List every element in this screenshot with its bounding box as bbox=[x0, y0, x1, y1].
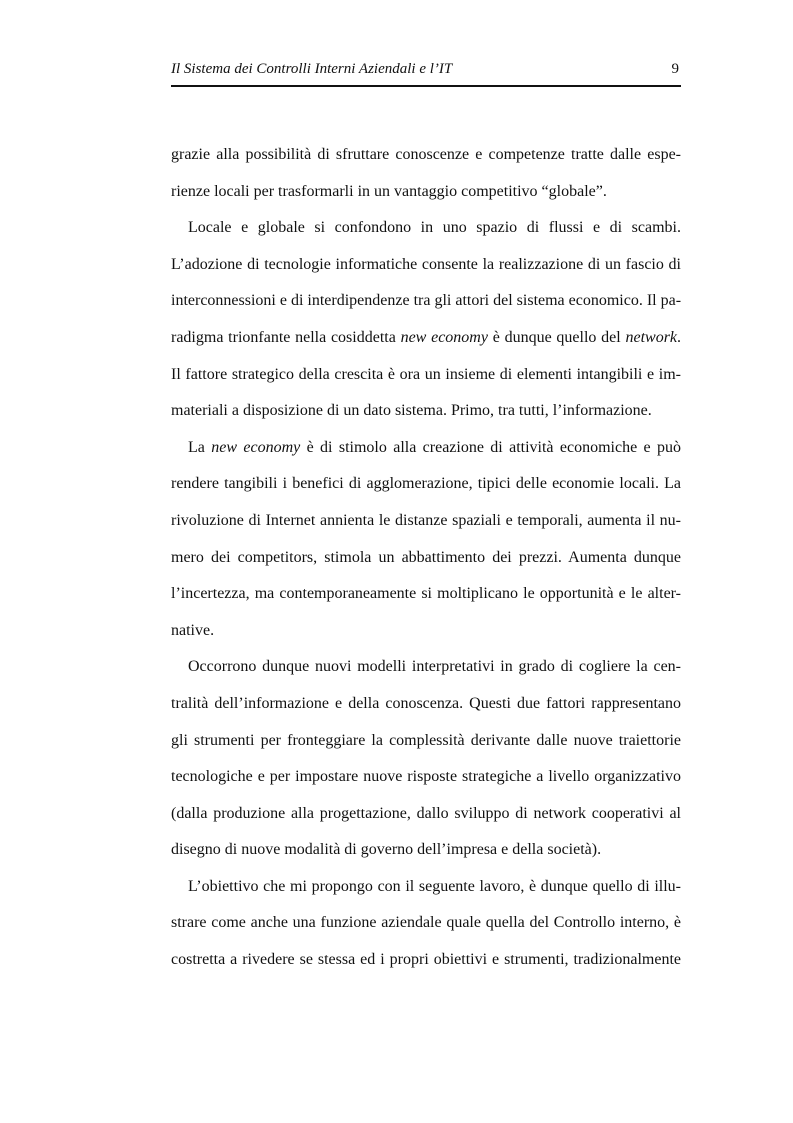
text-line: rienze locali per trasformarli in un vantaggio competitivo “globale”. bbox=[171, 182, 607, 200]
header-rule bbox=[171, 85, 681, 87]
italic-term: new economy bbox=[400, 328, 488, 346]
text-line: L’obiettivo che mi propongo con il seguente lavoro, è dunque quello di illu- bbox=[188, 877, 681, 895]
text-line: l’incertezza, ma contemporaneamente si moltiplicano le opportunità e le alter- bbox=[171, 585, 681, 603]
text-line: Occorrono dunque nuovi modelli interpretativi in grado di cogliere la cen- bbox=[188, 658, 681, 676]
text-line: L’adozione di tecnologie informatiche consente la realizzazione di un fascio di bbox=[171, 255, 681, 273]
text-line: La new economy è di stimolo alla creazione di attività economiche e può bbox=[188, 438, 682, 456]
text-line: disegno di nuove modalità di governo dell’impresa e della società). bbox=[171, 841, 602, 859]
text-line: tecnologiche e per impostare nuove risposte strategiche a livello organizzativo bbox=[171, 768, 681, 786]
text-line: materiali a disposizione di un dato sistema. Primo, tra tutti, l’informazione. bbox=[171, 402, 652, 420]
text-line: grazie alla possibilità di sfruttare conoscenze e competenze tratte dalle espe- bbox=[171, 146, 681, 163]
text-line: Il fattore strategico della crescita è ora un insieme di elementi intangibili e im- bbox=[171, 365, 681, 383]
running-header bbox=[171, 58, 681, 82]
text-line: (dalla produzione alla progettazione, dallo sviluppo di network cooperativi al bbox=[171, 804, 681, 822]
text-line: strare come anche una funzione aziendale quale quella del Controllo interno, è bbox=[171, 914, 681, 932]
text-line: mero dei competitors, stimola un abbattimento dei prezzi. Aumenta dunque bbox=[171, 548, 681, 566]
text-line: gli strumenti per fronteggiare la complessità derivante dalle nuove traiettorie bbox=[171, 731, 681, 749]
text-line: Locale e globale si confondono in uno spazio di flussi e di scambi. bbox=[188, 219, 681, 237]
text-line: rendere tangibili i benefici di agglomerazione, tipici delle economie locali. La bbox=[171, 475, 681, 493]
header-title: Il Sistema dei Controlli Interni Aziendali e l’IT bbox=[171, 61, 453, 77]
text-line: interconnessioni e di interdipendenze tra gli attori del sistema economico. Il pa- bbox=[171, 292, 682, 310]
text-line: costretta a rivedere se stessa ed i propri obiettivi e strumenti, tradizionalmente bbox=[171, 951, 681, 969]
text-line: radigma trionfante nella cosiddetta new economy è dunque quello del network. bbox=[171, 328, 682, 346]
page-number: 9 bbox=[671, 61, 679, 77]
italic-term: network bbox=[625, 328, 678, 346]
body-text bbox=[171, 137, 681, 979]
text-line: tralità dell’informazione e della conoscenza. Questi due fattori rappresentano bbox=[171, 694, 681, 712]
text-line: native. bbox=[171, 621, 215, 639]
text-line: rivoluzione di Internet annienta le distanze spaziali e temporali, aumenta il nu- bbox=[171, 511, 681, 529]
italic-term: new economy bbox=[211, 438, 301, 456]
